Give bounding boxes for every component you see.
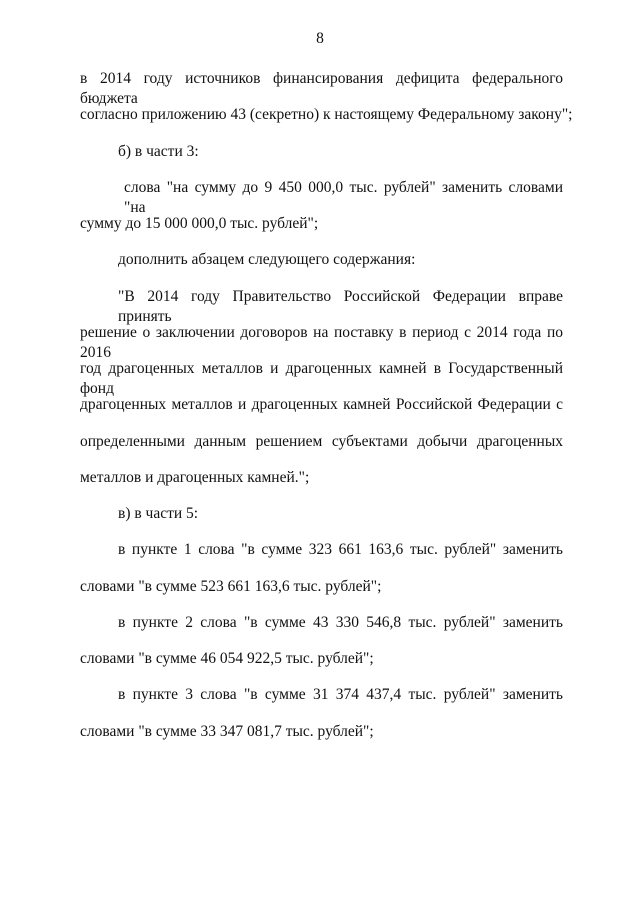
- text-line-14: в пункте 1 слова "в сумме 323 661 163,6 тыс. рублей" заменить: [118, 541, 563, 558]
- text-line-16: в пункте 2 слова "в сумме 43 330 546,8 тыс. рублей" заменить: [118, 614, 563, 631]
- text-line-12: металлов и драгоценных камней.";: [80, 469, 310, 486]
- text-line-13: в) в части 5:: [118, 505, 199, 522]
- text-line-1: в 2014 году источников финансирования дефицита федерального бюджета: [80, 70, 563, 107]
- text-line-5: сумму до 15 000 000,0 тыс. рублей";: [80, 215, 319, 232]
- text-line-19: словами "в сумме 33 347 081,7 тыс. рублей";: [80, 723, 374, 740]
- text-line-15: словами "в сумме 523 661 163,6 тыс. рублей";: [80, 578, 382, 595]
- page-number: 8: [316, 30, 324, 47]
- text-line-7: "В 2014 году Правительство Российской Федерации вправе принять: [118, 288, 563, 325]
- text-line-4: слова "на сумму до 9 450 000,0 тыс. рублей" заменить словами "на: [124, 179, 563, 216]
- text-line-10: драгоценных металлов и драгоценных камней Российской Федерации с: [80, 396, 563, 413]
- text-line-18: в пункте 3 слова "в сумме 31 374 437,4 тыс. рублей" заменить: [118, 686, 563, 703]
- text-line-3: б) в части 3:: [118, 143, 199, 160]
- text-line-17: словами "в сумме 46 054 922,5 тыс. рублей";: [80, 650, 374, 667]
- text-line-2: согласно приложению 43 (секретно) к настоящему Федеральному закону";: [80, 106, 573, 123]
- text-line-9: год драгоценных металлов и драгоценных камней в Государственный фонд: [80, 360, 563, 397]
- text-line-8: решение о заключении договоров на поставку в период с 2014 года по 2016: [80, 324, 563, 361]
- text-line-6: дополнить абзацем следующего содержания:: [118, 251, 416, 268]
- text-line-11: определенными данным решением субъектами добычи драгоценных: [80, 433, 563, 450]
